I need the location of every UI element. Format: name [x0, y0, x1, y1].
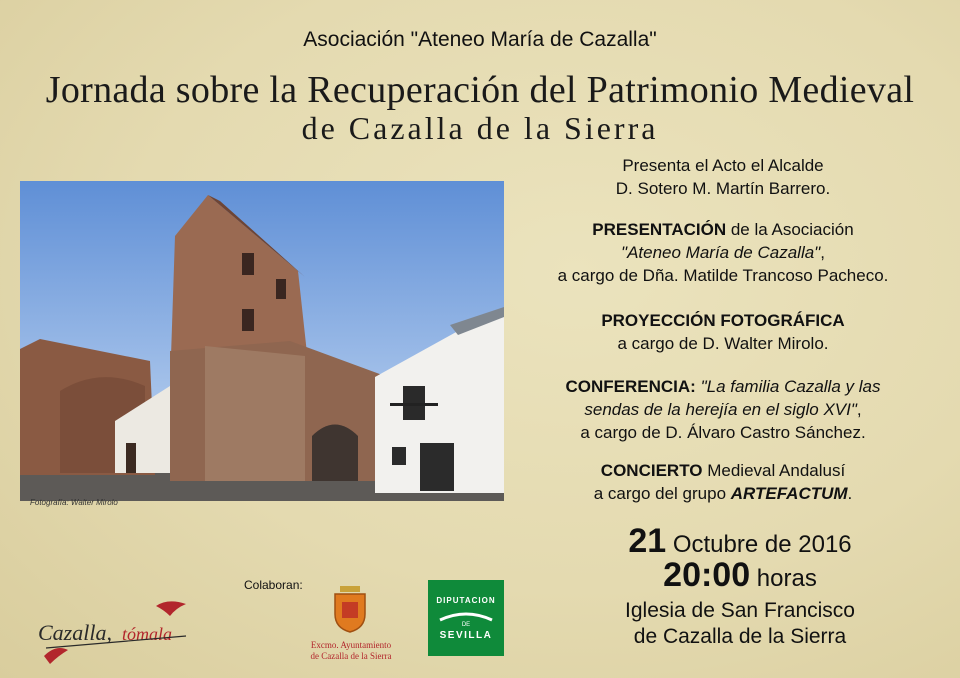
- photo-credit: Fotografía: Walter Mirolo: [30, 498, 118, 507]
- projection-block: [508, 309, 938, 355]
- diputacion-line-1: DIPUTACION: [436, 596, 496, 605]
- event-time: [560, 556, 920, 595]
- svg-text:tómala: tómala: [122, 624, 173, 644]
- conference-speaker: a cargo de D. Álvaro Castro Sánchez.: [580, 423, 866, 442]
- event-subtitle: de Cazalla de la Sierra: [301, 110, 659, 146]
- presentation-block: PRESENTACIÓN de la Asociación "Ateneo María de Cazalla", a cargo de Dña. Matilde Trancoso Pacheco.: [508, 218, 938, 287]
- collaborators-label: Colaboran:: [244, 578, 303, 592]
- concert-text: Medieval Andalusí: [702, 461, 846, 480]
- event-month-year: Octubre de 2016: [666, 531, 852, 558]
- presentation-text: de la Asociación: [726, 220, 854, 239]
- opening-block: [508, 154, 938, 200]
- diputacion-line-2: DE: [461, 622, 471, 628]
- ayuntamiento-shield-icon: [330, 584, 370, 634]
- event-title: Jornada sobre la Recuperación del Patrimonio Medieval: [45, 69, 915, 111]
- concert-block: CONCIERTO Medieval Andalusí a cargo del grupo ARTEFACTUM.: [593, 461, 853, 503]
- presentation-speaker: a cargo de Dña. Matilde Trancoso Pacheco.: [557, 266, 889, 285]
- mayor-name: D. Sotero M. Martín Barrero.: [615, 179, 831, 198]
- opening-line: Presenta el Acto el Alcalde: [622, 156, 824, 175]
- event-day: 21: [628, 522, 667, 560]
- conference-title-2: sendas de la herejía en el siglo XVI": [584, 400, 857, 419]
- venue-line-2: de Cazalla de la Sierra: [633, 625, 847, 648]
- event-venue: [560, 598, 920, 650]
- conference-label: CONFERENCIA:: [565, 377, 696, 396]
- venue-line-1: Iglesia de San Francisco: [625, 599, 855, 622]
- ayuntamiento-line-2: de Cazalla de la Sierra: [310, 651, 392, 661]
- svg-text:Cazalla,: Cazalla,: [38, 620, 112, 645]
- presentation-association: "Ateneo María de Cazalla": [621, 243, 821, 262]
- cazalla-tomala-logo: [36, 598, 188, 670]
- association-name: Asociación "Ateneo María de Cazalla": [303, 28, 657, 51]
- conference-title-1: "La familia Cazalla y las: [695, 377, 881, 396]
- concert-label: CONCIERTO: [600, 461, 703, 480]
- projection-speaker: a cargo de D. Walter Mirolo.: [617, 334, 829, 353]
- diputacion-line-3: SEVILLA: [439, 630, 493, 641]
- event-time-unit: horas: [750, 565, 817, 592]
- concert-by: a cargo del grupo: [593, 484, 731, 503]
- church-photo: [20, 181, 504, 501]
- diputacion-sevilla-logo: [428, 580, 504, 656]
- ayuntamiento-name: [296, 640, 406, 662]
- concert-group: ARTEFACTUM: [730, 484, 848, 503]
- ayuntamiento-line-1: Excmo. Ayuntamiento: [310, 640, 392, 650]
- event-hour: 20:00: [663, 556, 751, 594]
- presentation-label: PRESENTACIÓN: [592, 220, 727, 239]
- conference-block: CONFERENCIA: "La familia Cazalla y las sendas de la herejía en el siglo XVI", a cargo de D. Álvaro Castro Sánchez.: [508, 375, 938, 444]
- projection-label: PROYECCIÓN FOTOGRÁFICA: [601, 311, 845, 330]
